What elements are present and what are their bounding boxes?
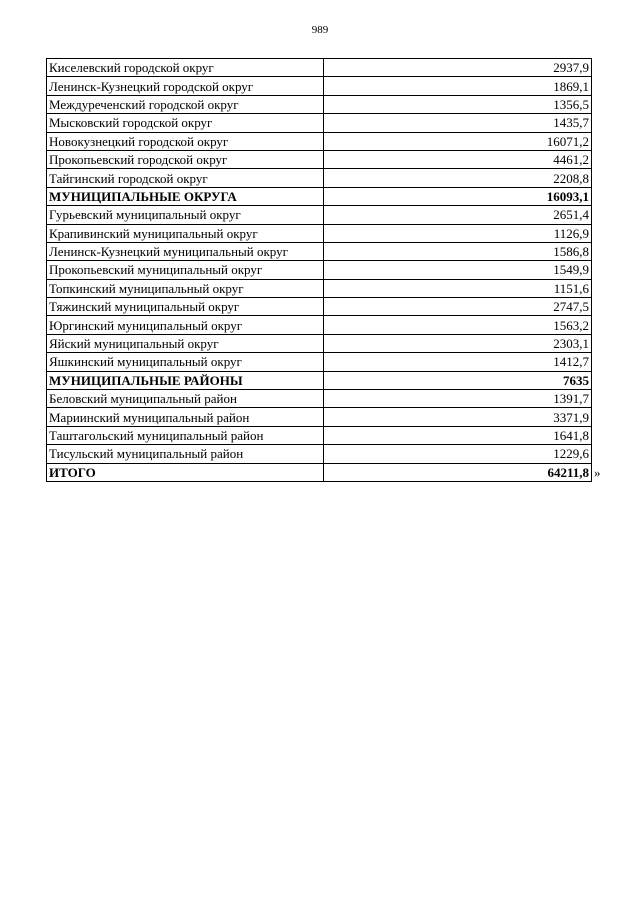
table-row: [47, 261, 592, 279]
row-name-cell: Мысковский городской округ: [47, 114, 324, 132]
row-name-cell: Киселевский городской округ: [47, 59, 324, 77]
row-value-cell: 1641,8: [324, 426, 592, 444]
page-number: 989: [311, 24, 329, 36]
table-row: [47, 59, 592, 77]
table-row: [47, 353, 592, 371]
table-body: [47, 59, 592, 482]
table-row: [47, 77, 592, 95]
table-row: [47, 334, 592, 352]
table-row: [47, 298, 592, 316]
row-name-cell: Тайгинский городской округ: [47, 169, 324, 187]
row-name-cell: Тяжинский муниципальный округ: [47, 298, 324, 316]
row-value-cell: 2651,4: [324, 206, 592, 224]
row-name-cell: Гурьевский муниципальный округ: [47, 206, 324, 224]
row-name-cell: Юргинский муниципальный округ: [47, 316, 324, 334]
row-value-cell: 1586,8: [324, 242, 592, 260]
row-value-cell: 1563,2: [324, 316, 592, 334]
row-value-cell: 3371,9: [324, 408, 592, 426]
row-value-cell: 1869,1: [324, 77, 592, 95]
table-row: [47, 242, 592, 260]
table-row: [47, 371, 592, 389]
row-name-cell: Таштагольский муниципальный район: [47, 426, 324, 444]
closing-quote: »: [594, 465, 601, 480]
table-row: [47, 114, 592, 132]
row-name-cell: Тисульский муниципальный район: [47, 445, 324, 463]
row-value-cell: 1229,6: [324, 445, 592, 463]
table-row: [47, 426, 592, 444]
table-row: [47, 206, 592, 224]
table-row: [47, 445, 592, 463]
row-name-cell: Ленинск-Кузнецкий городской округ: [47, 77, 324, 95]
row-value-cell: 64211,8: [324, 463, 592, 481]
row-name-cell: Прокопьевский муниципальный округ: [47, 261, 324, 279]
table-row: [47, 316, 592, 334]
row-name-cell: Ленинск-Кузнецкий муниципальный округ: [47, 242, 324, 260]
row-value-cell: 2303,1: [324, 334, 592, 352]
row-name-cell: МУНИЦИПАЛЬНЫЕ РАЙОНЫ: [47, 371, 324, 389]
table-row: [47, 150, 592, 168]
row-name-cell: МУНИЦИПАЛЬНЫЕ ОКРУГА: [47, 187, 324, 205]
table-row: [47, 132, 592, 150]
row-name-cell: Новокузнецкий городской округ: [47, 132, 324, 150]
row-name-cell: Междуреченский городской округ: [47, 95, 324, 113]
row-value-cell: 1356,5: [324, 95, 592, 113]
row-value-cell: 2747,5: [324, 298, 592, 316]
table-row: [47, 279, 592, 297]
row-value-cell: 4461,2: [324, 150, 592, 168]
row-name-cell: Мариинский муниципальный район: [47, 408, 324, 426]
row-name-cell: Крапивинский муниципальный округ: [47, 224, 324, 242]
row-name-cell: ИТОГО: [47, 463, 324, 481]
table-row: [47, 169, 592, 187]
row-value-cell: 16093,1: [324, 187, 592, 205]
table-row: [47, 463, 592, 481]
row-value-cell: 16071,2: [324, 132, 592, 150]
row-value-cell: 7635: [324, 371, 592, 389]
row-name-cell: Топкинский муниципальный округ: [47, 279, 324, 297]
row-name-cell: Беловский муниципальный район: [47, 390, 324, 408]
row-value-cell: 1412,7: [324, 353, 592, 371]
table-row: [47, 224, 592, 242]
row-value-cell: 1549,9: [324, 261, 592, 279]
row-name-cell: Яйский муниципальный округ: [47, 334, 324, 352]
row-value-cell: 1435,7: [324, 114, 592, 132]
table-row: [47, 187, 592, 205]
table-row: [47, 390, 592, 408]
table-row: [47, 408, 592, 426]
row-value-cell: 1151,6: [324, 279, 592, 297]
table-row: [47, 95, 592, 113]
row-value-cell: 2208,8: [324, 169, 592, 187]
row-value-cell: 1391,7: [324, 390, 592, 408]
budget-table: [46, 58, 592, 482]
row-value-cell: 2937,9: [324, 59, 592, 77]
row-value-cell: 1126,9: [324, 224, 592, 242]
row-name-cell: Яшкинский муниципальный округ: [47, 353, 324, 371]
row-name-cell: Прокопьевский городской округ: [47, 150, 324, 168]
